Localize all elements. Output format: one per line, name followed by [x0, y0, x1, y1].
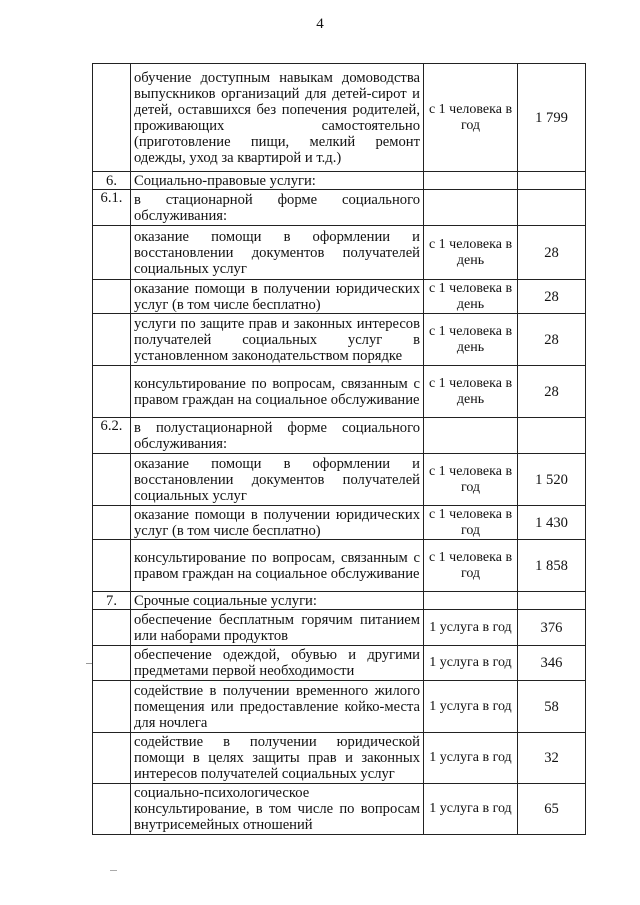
rate-cell: 28 [518, 226, 586, 280]
table-row [93, 681, 586, 733]
unit-cell [424, 172, 518, 190]
page-number: 4 [316, 16, 324, 32]
row-number-cell [93, 454, 131, 506]
services-rates-table [92, 63, 586, 835]
service-name-cell: оказание помощи в оформлении и восстановлении документов получателей социальных услуг [131, 226, 424, 280]
rate-cell: 376 [518, 610, 586, 646]
unit-cell [424, 418, 518, 454]
table-row [93, 646, 586, 681]
unit-cell [424, 592, 518, 610]
table-row [93, 314, 586, 366]
service-name-cell: услуги по защите прав и законных интересов получателей социальных услуг в установленном законодательством порядке [131, 314, 424, 366]
table-row [93, 733, 586, 784]
row-number-cell: 7. [93, 592, 131, 610]
table-row [93, 280, 586, 314]
row-number-cell [93, 280, 131, 314]
row-number-cell [93, 540, 131, 592]
rate-cell [518, 592, 586, 610]
service-name-cell: консультирование по вопросам, связанным с правом граждан на социальное обслуживание [131, 366, 424, 418]
service-name-cell: в стационарной форме социального обслуживания: [131, 190, 424, 226]
rate-cell: 65 [518, 784, 586, 835]
rate-cell: 32 [518, 733, 586, 784]
row-number-cell [93, 610, 131, 646]
unit-cell: с 1 человека в день [424, 226, 518, 280]
table-row [93, 784, 586, 835]
table-row [93, 190, 586, 226]
table-row [93, 366, 586, 418]
row-number-cell [93, 64, 131, 172]
table-row [93, 592, 586, 610]
table-row [93, 506, 586, 540]
service-name-cell: в полустационарной форме социального обслуживания: [131, 418, 424, 454]
rate-cell: 28 [518, 280, 586, 314]
table-row [93, 454, 586, 506]
service-name-cell: содействие в получении временного жилого помещения или предоставление койко-места для ночлега [131, 681, 424, 733]
unit-cell: с 1 человека в день [424, 366, 518, 418]
unit-cell: 1 услуга в год [424, 610, 518, 646]
rate-cell [518, 172, 586, 190]
service-name-cell: обеспечение одеждой, обувью и другими предметами первой необходимости [131, 646, 424, 681]
service-name-cell: обеспечение бесплатным горячим питанием или наборами продуктов [131, 610, 424, 646]
table-row [93, 540, 586, 592]
rate-cell: 1 520 [518, 454, 586, 506]
row-number-cell: 6.2. [93, 418, 131, 454]
rate-cell: 1 430 [518, 506, 586, 540]
row-number-cell [93, 366, 131, 418]
rate-cell: 346 [518, 646, 586, 681]
unit-cell: с 1 человека в день [424, 280, 518, 314]
service-name-cell: оказание помощи в оформлении и восстановлении документов получателей социальных услуг [131, 454, 424, 506]
unit-cell: с 1 человека в день [424, 314, 518, 366]
service-name-cell: Социально-правовые услуги: [131, 172, 424, 190]
table-row [93, 172, 586, 190]
rate-cell: 1 799 [518, 64, 586, 172]
rate-cell: 1 858 [518, 540, 586, 592]
service-name-cell: консультирование по вопросам, связанным с правом граждан на социальное обслуживание [131, 540, 424, 592]
rate-cell: 28 [518, 314, 586, 366]
unit-cell: с 1 человека в год [424, 64, 518, 172]
rate-cell [518, 190, 586, 226]
table-body [93, 64, 586, 835]
row-number-cell [93, 681, 131, 733]
row-number-cell [93, 646, 131, 681]
row-number-cell [93, 733, 131, 784]
table-row [93, 610, 586, 646]
service-name-cell: обучение доступным навыкам домоводства выпускников организаций для детей-сирот и детей, оставшихся без попечения родителей, проживающих самостоятельно (приготовление пищи, мелкий ремонт одежды, уход за квартирой и т.д.) [131, 64, 424, 172]
row-number-cell [93, 784, 131, 835]
service-name-cell: оказание помощи в получении юридических услуг (в том числе бесплатно) [131, 506, 424, 540]
row-number-cell: 6. [93, 172, 131, 190]
service-name-cell: социально-психологическое консультирование, в том числе по вопросам внутрисемейных отношений [131, 784, 424, 835]
unit-cell: 1 услуга в год [424, 646, 518, 681]
unit-cell: 1 услуга в год [424, 733, 518, 784]
row-number-cell: 6.1. [93, 190, 131, 226]
service-name-cell: Срочные социальные услуги: [131, 592, 424, 610]
table-row [93, 226, 586, 280]
service-name-cell: оказание помощи в получении юридических услуг (в том числе бесплатно) [131, 280, 424, 314]
row-number-cell [93, 314, 131, 366]
rate-cell [518, 418, 586, 454]
table-row [93, 418, 586, 454]
scan-artifact [110, 870, 117, 871]
row-number-cell [93, 506, 131, 540]
rate-cell: 28 [518, 366, 586, 418]
rate-cell: 58 [518, 681, 586, 733]
unit-cell: 1 услуга в год [424, 784, 518, 835]
unit-cell [424, 190, 518, 226]
table-row [93, 64, 586, 172]
row-number-cell [93, 226, 131, 280]
service-name-cell: содействие в получении юридической помощи в целях защиты прав и законных интересов получателей социальных услуг [131, 733, 424, 784]
unit-cell: 1 услуга в год [424, 681, 518, 733]
unit-cell: с 1 человека в год [424, 506, 518, 540]
unit-cell: с 1 человека в год [424, 454, 518, 506]
unit-cell: с 1 человека в год [424, 540, 518, 592]
